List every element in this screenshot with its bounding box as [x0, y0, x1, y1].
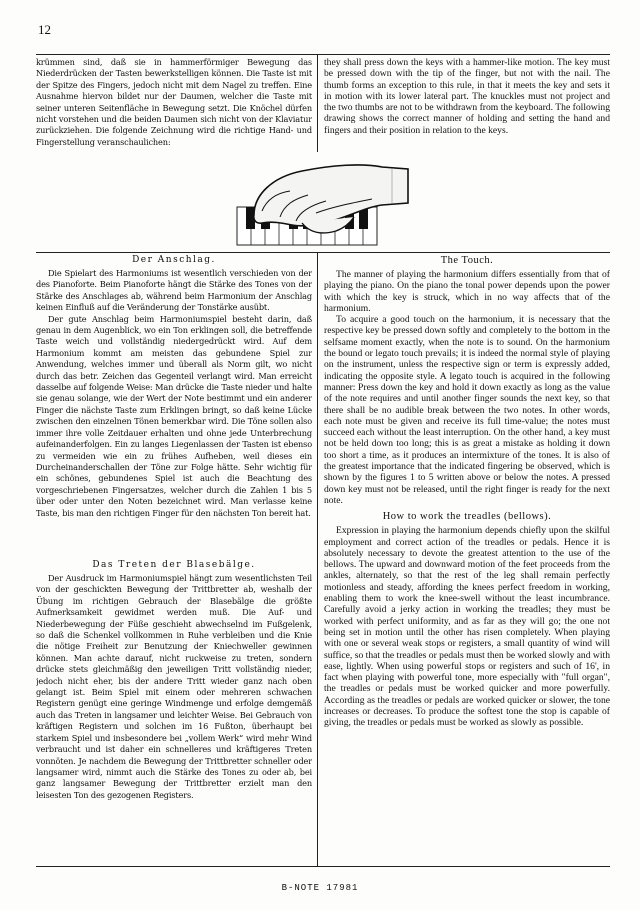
touch-paragraph-1: The manner of playing the harmonium differs essentially from that of playing the piano. On the piano the tonal power depends upon the power with which the key is struck, which in no way affects that of the harmonium. [324, 269, 610, 314]
page-number: 12 [38, 22, 51, 37]
anschlag-heading: Der Anschlag. [132, 255, 216, 265]
anschlag-paragraph-2: Der gute Anschlag beim Harmoniumspiel besteht darin, daß genau in dem Augenblick, wo ein Ton erklingen soll, die betreffende Taste weich und vollständig niedergedrückt wird. Auf dem Harmonium kommt am meisten das gebundene Spiel zur Anwendung, welches immer und überall als Norm gilt, wo nicht durch das betr. Zeichen das Gegenteil verlangt wird. Man erreicht dasselbe auf folgende Weise: Man drücke die Taste nieder und halte sie genau solange, wie der Wert der Note bestimmt und ein anderer Finger die nächste Taste zum Erklingen bringt, so daß keine Lücke zwischen den einzelnen Tönen bemerkbar wird. Die Töne sollen also immer ihre volle Zeitdauer erhalten und ohne jede Unterbrechung aufeinanderfolgen. Ein zu langes Liegenlassen der Tasten ist ebenso zu vermeiden wie ein zu frühes Aufheben, weil dieses ein Durcheinanderschallen der Töne zur Folge hätte. Sehr wichtig für ein schönes, gebundenes Spiel ist auch die Beachtung des vorgeschriebenen Fingersatzes, welcher durch die Zahlen 1 bis 5 über oder unter den Noten bezeichnet wird. Man verlasse keine Taste, bis man den richtigen Finger für den nächsten Ton bereit hat. [36, 313, 312, 518]
english-main-section [324, 255, 610, 866]
touch-heading: The Touch. [440, 255, 494, 266]
intro-english [324, 57, 610, 152]
hand-on-keys-illustration [232, 155, 412, 250]
column-divider-main [317, 252, 318, 866]
column-divider-top [317, 54, 318, 152]
hand-icon [254, 165, 408, 233]
intro-german-text: krümmen sind, daß sie in hammerförmiger Bewegung das Niederdrücken der Tasten bewerkstelligen können. Die Taste ist mit der Spitze des Fingers, jedoch nicht mit dem Nagel zu treffen. Eine Ausnahme hiervon bildet nur der Daumen, welcher die Taste mit seiner unteren Seitenfläche in Bewegung setzt. Die Knöchel dürfen nicht vorstehen und die beiden Daumen sich nicht von der Klaviatur zurückziehen. Die folgende Zeichnung wird die richtige Hand- und Fingerstellung veranschaulichen: [36, 57, 312, 147]
anschlag-section [36, 255, 312, 557]
blasebaelge-section [36, 560, 312, 866]
treadles-paragraph: Expression in playing the harmonium depends chiefly upon the skilful employment and correct action of the treadles or pedals. Hence it is absolutely necessary to devote the greatest attention to the use of the bellows. The upward and downward motion of the feet proceeds from the ankles, alternately, so that the rest of the leg shall remain perfectly motionless and steady, affording the knees perfect freedom in working, enabling them to work the knee-swell without the least incumbrance. Carefully avoid a jerky action in working the treadles; they must be worked with perfect uniformity, and as far as they will go; the one not being set in motion until the other has risen completely. When playing with one or several weak stops or registers, a small quantity of wind will suffice, so that the treadles or pedals must then be worked slowly and with ease, lightly. When using powerful stops or registers and such of 16', in fact when playing with powerful tone, more especially with "full organ", the treadles or pedals must be worked quicker and more powerfully. According as the treadles or pedals are worked quicker or slower, the tone increases or decreases. To produce the softest tone the stop is capable of giving, the treadles or pedals must be worked as slowly as possible. [324, 525, 610, 729]
middle-rule [36, 252, 610, 253]
plate-number-footer: B-NOTE 17981 [281, 883, 359, 893]
intro-german [36, 57, 312, 152]
intro-english-text: they shall press down the keys with a hammer-like motion. The key must be pressed down with the tip of the finger, but not with the nail. The thumb forms an exception to this rule, in that it meets the key and sets it in motion with its lower lateral part. The knuckles must not project and the two thumbs are not to be withdrawn from the keyboard. The following drawing shows the correct manner of holding and setting the hand and fingers and their position in relation to the keys. [324, 57, 610, 136]
top-rule [36, 54, 610, 55]
treadles-heading: How to work the treadles (bellows). [382, 511, 552, 523]
touch-paragraph-2: To acquire a good touch on the harmonium, it is necessary that the respective key be pressed down softly and completely to the bottom in the selfsame moment exactly, when the note is to sound. On the harmonium the bound or legato touch prevails; it is indeed the normal style of playing on the instrument, unless the respective sign or term is expressly added, indicating the opposite style. A legato touch is acquired in the following manner: Press down the key and hold it down exactly as long as the value of the note requires and until another finger sounds the next key, so that there shall be no audible break between the two notes. In other words, each note must be given and receive its full time-value; the notes must succeed each without the least interruption. On the other hand, a key must not be held down too long; this is as great a mistake as holding it down too short a time, as it produces an intermixture of the tones. It is also of the greatest importance that the indicated fingering be observed, which is shown by the figures 1 to 5 written above or below the notes. A pressed down key must not be released, until the right finger is ready for the next note. [324, 314, 610, 506]
bottom-rule [36, 866, 610, 867]
blasebaelge-heading: Das Treten der Blasebälge. [92, 560, 256, 570]
anschlag-paragraph-1: Die Spielart des Harmoniums ist wesentlich verschieden von der des Pianoforte. Beim Pianoforte hängt die Stärke des Tones von der Stärke des Anschlages ab, während beim Harmonium der Anschlag keinen Einfluß auf die Veränderung der Tonstärke ausübt. [36, 268, 312, 313]
blasebaelge-paragraph: Der Ausdruck im Harmoniumspiel hängt zum wesentlichsten Teil von der geschickten Bewegung der Trittbretter ab, weshalb der Übung im richtigen Gebrauch der Blasebälge die größte Aufmerksamkeit gewidmet werden muß. Die Auf- und Niederbewegung der Füße geschieht abwechselnd im Fußgelenk, so daß die Schenkel vollkommen in Ruhe verbleiben und die Knie die nötige Freiheit zur Benutzung der Kniechweller gewinnen können. Man achte darauf, nicht ruckweise zu treten, sondern drücke stets gleichmäßig den jeweiligen Tritt vollständig nieder, jedoch nicht eher, bis der andere Tritt wieder ganz nach oben gelangt ist. Beim Spiel mit einem oder mehreren schwachen Registern genügt eine geringe Windmenge und erfolge demgemäß auch das Treten in langsamer und leichter Weise. Bei Gebrauch von kräftigen Registern und solchen im 16 Fußton, überhaupt bei starkem Spiel und insbesondere bei „vollem Werk“ wird mehr Wind verbraucht und ist daher ein schnelleres und kräftigeres Treten vonnöten. Je nachdem die Bewegung der Trittbretter schneller oder langsamer wird, nimmt auch die Stärke des Tones zu oder ab, bei ganz langsamer Bewegung der Trittbretter erzielt man den leisesten Ton des gezogenen Registers. [36, 573, 312, 800]
